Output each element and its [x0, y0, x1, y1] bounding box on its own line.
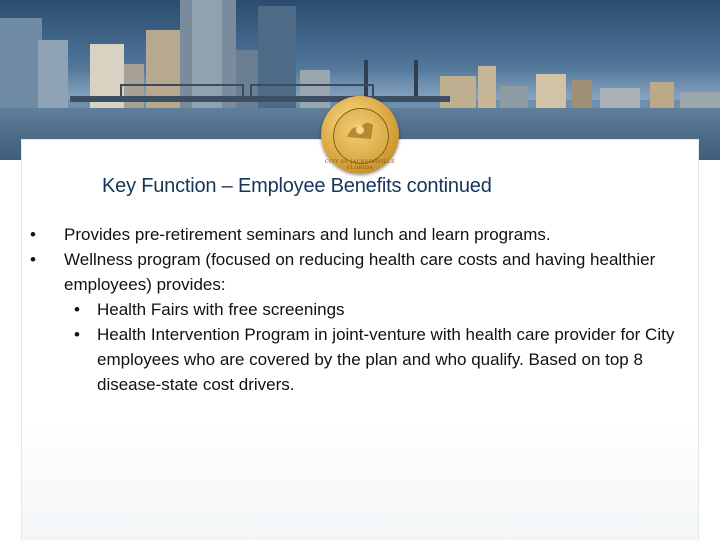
skyline-building — [440, 76, 476, 110]
bullet-text: Health Intervention Program in joint-venture with health care provider for City employees who are covered by the plan and who qualify. Based on top 8 disease-state cost drivers. — [97, 325, 675, 394]
bullet-marker: • — [30, 250, 36, 269]
bullet-text: Health Fairs with free screenings — [97, 300, 345, 319]
skyline-building — [572, 80, 592, 110]
bullet-list — [30, 222, 690, 397]
skyline-building — [536, 74, 566, 110]
skyline-building — [478, 66, 496, 110]
bullet-marker: • — [74, 325, 80, 344]
skyline-building — [38, 40, 68, 110]
bridge-tower — [414, 60, 418, 100]
sub-bullet-item — [30, 322, 690, 397]
bridge-deck — [70, 96, 450, 102]
bullet-item — [30, 247, 690, 297]
skyline-building — [600, 88, 640, 110]
slide-title: Key Function – Employee Benefits continued — [102, 175, 492, 197]
bullet-text: Wellness program (focused on reducing health care costs and having healthier employees) provides: — [64, 250, 656, 294]
seal-emblem-icon — [343, 115, 377, 145]
bullet-item — [30, 222, 690, 247]
sub-bullet-item — [30, 297, 690, 322]
city-seal-logo — [321, 96, 399, 174]
bullet-text: Provides pre-retirement seminars and lunch and learn programs. — [64, 225, 551, 244]
skyline-building — [0, 18, 42, 110]
skyline-building — [500, 86, 528, 110]
bullet-marker: • — [74, 300, 80, 319]
skyline-building — [650, 82, 674, 110]
seal-text: CITY OF JACKSONVILLE FLORIDA — [324, 159, 396, 171]
bullet-marker: • — [30, 225, 36, 244]
